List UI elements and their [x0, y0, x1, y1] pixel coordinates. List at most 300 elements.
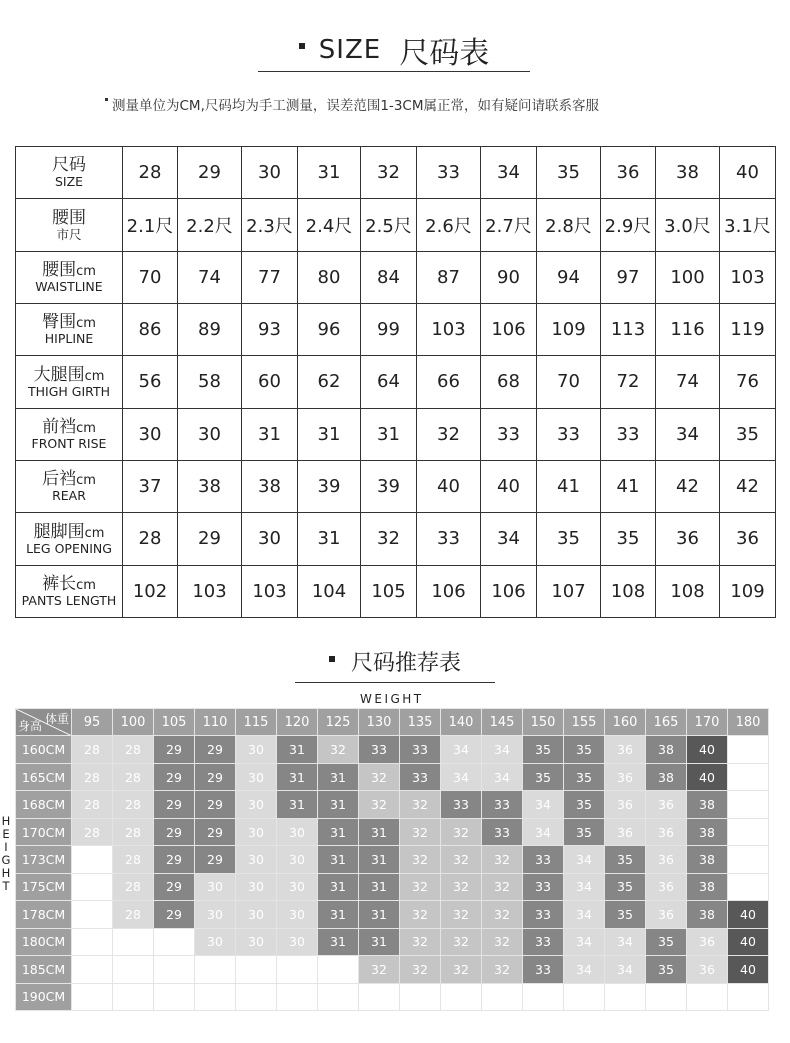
weight-header-cell: 155 — [564, 709, 605, 736]
size-value-cell: 99 — [361, 303, 417, 355]
recommend-table — [15, 708, 769, 1011]
weight-header-cell: 140 — [441, 709, 482, 736]
size-value-cell: 38 — [242, 460, 298, 512]
recommend-size-cell: 36 — [646, 791, 687, 818]
recommend-size-cell — [646, 983, 687, 1010]
recommend-size-cell: 31 — [359, 873, 400, 900]
size-value-cell: 106 — [481, 303, 537, 355]
recommend-size-cell: 28 — [113, 818, 154, 845]
recommend-size-cell: 29 — [154, 736, 195, 763]
recommend-size-cell: 32 — [400, 791, 441, 818]
recommend-size-cell: 34 — [482, 736, 523, 763]
recommend-size-cell — [113, 983, 154, 1010]
recommend-size-cell: 28 — [113, 763, 154, 790]
recommend-size-cell: 29 — [154, 791, 195, 818]
recommend-size-cell: 31 — [318, 901, 359, 928]
recommend-size-cell: 35 — [564, 736, 605, 763]
recommend-size-cell: 30 — [195, 928, 236, 955]
size-value-cell: 87 — [417, 251, 481, 303]
recommend-size-cell: 32 — [482, 928, 523, 955]
size-value-cell: 38 — [178, 460, 242, 512]
recommend-size-cell: 32 — [359, 956, 400, 983]
size-value-cell: 41 — [601, 460, 656, 512]
size-value-cell: 66 — [417, 356, 481, 408]
size-value-cell: 37 — [123, 460, 178, 512]
recommend-row — [16, 956, 769, 983]
weight-header-cell: 100 — [113, 709, 154, 736]
height-header-cell: 165CM — [16, 763, 72, 790]
size-label-cell — [16, 513, 123, 565]
recommend-size-cell: 28 — [72, 763, 113, 790]
size-value-cell: 31 — [242, 408, 298, 460]
label-en: FRONT RISE — [31, 436, 107, 452]
recommend-row — [16, 846, 769, 873]
height-letter: I — [4, 840, 8, 854]
size-value-cell: 90 — [481, 251, 537, 303]
size-value-cell: 106 — [481, 565, 537, 617]
size-value-cell: 33 — [537, 408, 601, 460]
label-unit: cm — [84, 525, 105, 541]
size-table-row — [16, 303, 776, 355]
recommend-size-cell: 30 — [236, 901, 277, 928]
weight-header-cell: 120 — [277, 709, 318, 736]
size-value-cell: 100 — [656, 251, 720, 303]
recommend-size-cell: 32 — [359, 763, 400, 790]
recommend-size-cell — [154, 956, 195, 983]
size-value-cell: 30 — [178, 408, 242, 460]
size-value-cell: 42 — [720, 460, 776, 512]
height-header-cell: 175CM — [16, 873, 72, 900]
recommend-size-cell: 32 — [441, 901, 482, 928]
recommend-size-cell: 30 — [277, 928, 318, 955]
size-value-cell: 113 — [601, 303, 656, 355]
recommend-size-cell — [728, 763, 769, 790]
size-label-cell — [16, 565, 123, 617]
measurement-note-text: 测量单位为CM,尺码均为手工测量，误差范围1-3CM属正常，如有疑问请联系客服 — [112, 98, 599, 114]
recommend-size-cell: 29 — [154, 763, 195, 790]
size-value-cell: 31 — [298, 147, 361, 199]
size-value-cell: 34 — [656, 408, 720, 460]
recommend-size-cell: 30 — [236, 873, 277, 900]
label-zh: 后裆 — [42, 469, 77, 490]
size-value-cell: 40 — [417, 460, 481, 512]
recommend-size-cell: 40 — [728, 901, 769, 928]
size-value-cell: 103 — [178, 565, 242, 617]
size-value-cell: 97 — [601, 251, 656, 303]
recommend-size-cell: 32 — [400, 846, 441, 873]
recommend-size-cell — [728, 818, 769, 845]
recommend-size-cell: 32 — [400, 956, 441, 983]
size-value-cell: 2.7尺 — [481, 199, 537, 251]
recommend-size-cell: 28 — [72, 791, 113, 818]
weight-axis-label: WEIGHT — [360, 692, 424, 706]
size-value-cell: 119 — [720, 303, 776, 355]
recommend-size-cell: 30 — [236, 791, 277, 818]
recommend-size-cell: 33 — [523, 956, 564, 983]
size-value-cell: 94 — [537, 251, 601, 303]
height-header-cell: 178CM — [16, 901, 72, 928]
size-value-cell: 68 — [481, 356, 537, 408]
size-label-cell — [16, 460, 123, 512]
recommend-size-cell: 34 — [605, 956, 646, 983]
size-table-row — [16, 356, 776, 408]
recommend-size-cell — [72, 956, 113, 983]
recommend-size-cell — [154, 983, 195, 1010]
recommend-size-cell: 32 — [318, 736, 359, 763]
recommend-size-cell: 29 — [195, 846, 236, 873]
size-value-cell: 35 — [537, 147, 601, 199]
corner-height-text: 身高 — [18, 719, 43, 734]
size-table-row — [16, 565, 776, 617]
recommend-size-cell: 30 — [277, 818, 318, 845]
size-value-cell: 77 — [242, 251, 298, 303]
recommend-size-cell: 38 — [687, 901, 728, 928]
size-value-cell: 34 — [481, 147, 537, 199]
label-unit: cm — [76, 473, 96, 489]
size-value-cell: 2.2尺 — [178, 199, 242, 251]
recommend-row — [16, 901, 769, 928]
size-label-cell — [16, 408, 123, 460]
weight-header-cell: 170 — [687, 709, 728, 736]
height-header-cell: 180CM — [16, 928, 72, 955]
size-header-row — [16, 147, 776, 199]
recommend-size-cell — [728, 736, 769, 763]
label-zh: 前裆 — [42, 417, 77, 438]
size-value-cell: 107 — [537, 565, 601, 617]
size-value-cell: 56 — [123, 356, 178, 408]
recommend-size-cell: 34 — [523, 818, 564, 845]
recommend-size-cell: 30 — [195, 873, 236, 900]
recommend-size-cell — [441, 983, 482, 1010]
size-value-cell: 31 — [361, 408, 417, 460]
recommend-size-cell — [113, 928, 154, 955]
recommend-size-cell — [154, 928, 195, 955]
recommend-size-cell: 32 — [482, 901, 523, 928]
size-value-cell: 102 — [123, 565, 178, 617]
size-value-cell: 42 — [656, 460, 720, 512]
size-value-cell: 2.5尺 — [361, 199, 417, 251]
size-value-cell: 32 — [361, 147, 417, 199]
recommend-size-cell: 30 — [195, 901, 236, 928]
size-value-cell: 93 — [242, 303, 298, 355]
corner-weight-text: 体重 — [44, 712, 69, 726]
size-table-row — [16, 408, 776, 460]
weight-header-cell: 95 — [72, 709, 113, 736]
recommend-size-cell: 32 — [400, 818, 441, 845]
recommend-size-cell: 36 — [646, 846, 687, 873]
size-value-cell: 30 — [123, 408, 178, 460]
weight-header-cell: 180 — [728, 709, 769, 736]
height-header-cell: 173CM — [16, 846, 72, 873]
size-value-cell: 70 — [123, 251, 178, 303]
recommend-size-cell: 35 — [523, 736, 564, 763]
recommend-size-cell: 35 — [646, 928, 687, 955]
recommend-size-cell: 32 — [441, 846, 482, 873]
recommend-size-cell: 28 — [72, 818, 113, 845]
recommend-size-cell: 32 — [441, 956, 482, 983]
height-letter: T — [2, 879, 10, 893]
size-value-cell: 28 — [123, 147, 178, 199]
recommend-size-cell — [72, 873, 113, 900]
height-letter: H — [1, 866, 11, 880]
size-value-cell: 33 — [601, 408, 656, 460]
recommend-size-cell: 28 — [72, 736, 113, 763]
recommend-size-cell — [236, 983, 277, 1010]
square-bullet-icon — [299, 43, 305, 49]
size-value-cell: 30 — [242, 513, 298, 565]
label-en: WAISTLINE — [35, 279, 103, 295]
label-unit: cm — [76, 316, 96, 332]
recommend-size-cell: 33 — [523, 846, 564, 873]
recommend-size-cell: 31 — [359, 818, 400, 845]
size-value-cell: 31 — [298, 513, 361, 565]
label-zh: 大腿围 — [33, 364, 85, 385]
recommend-header-row — [16, 709, 769, 736]
size-value-cell: 38 — [656, 147, 720, 199]
size-value-cell: 39 — [361, 460, 417, 512]
height-letter: H — [1, 814, 11, 828]
size-value-cell: 74 — [656, 356, 720, 408]
size-value-cell: 3.1尺 — [720, 199, 776, 251]
recommend-title-zh: 尺码推荐表 — [350, 651, 461, 676]
recommend-size-cell: 38 — [687, 846, 728, 873]
size-label-cell — [16, 303, 123, 355]
height-letter: G — [1, 853, 11, 867]
recommend-size-cell — [195, 956, 236, 983]
size-value-cell: 32 — [361, 513, 417, 565]
recommend-size-cell: 28 — [113, 901, 154, 928]
recommend-size-cell: 34 — [441, 763, 482, 790]
recommend-size-cell: 36 — [687, 956, 728, 983]
recommend-size-cell: 35 — [605, 873, 646, 900]
recommend-row — [16, 818, 769, 845]
recommend-size-cell: 29 — [154, 846, 195, 873]
label-zh: 腿脚围 — [33, 521, 85, 542]
recommend-size-cell: 34 — [605, 928, 646, 955]
size-value-cell: 39 — [298, 460, 361, 512]
size-value-cell: 105 — [361, 565, 417, 617]
size-value-cell: 89 — [178, 303, 242, 355]
recommend-size-cell: 36 — [605, 791, 646, 818]
recommend-size-cell: 28 — [113, 736, 154, 763]
recommend-size-cell: 32 — [400, 901, 441, 928]
label-en: PANTS LENGTH — [21, 593, 117, 609]
label-zh: 尺码 — [52, 155, 86, 176]
recommend-size-cell — [72, 983, 113, 1010]
recommend-row — [16, 928, 769, 955]
size-chart-title — [258, 28, 530, 72]
size-value-cell: 31 — [298, 408, 361, 460]
recommend-size-cell: 34 — [564, 846, 605, 873]
size-value-cell: 62 — [298, 356, 361, 408]
size-value-cell: 103 — [720, 251, 776, 303]
square-bullet-icon — [329, 656, 335, 662]
size-table-row — [16, 513, 776, 565]
recommend-row — [16, 736, 769, 763]
small-bullet-icon — [105, 98, 108, 101]
size-title-zh: 尺码表 — [399, 36, 490, 71]
recommend-size-cell: 34 — [523, 791, 564, 818]
recommend-size-cell — [72, 901, 113, 928]
recommend-size-cell: 36 — [605, 818, 646, 845]
recommend-size-cell: 34 — [564, 928, 605, 955]
recommend-size-cell: 36 — [646, 901, 687, 928]
weight-header-cell: 115 — [236, 709, 277, 736]
label-zh: 臀围 — [42, 312, 77, 333]
recommend-row — [16, 873, 769, 900]
recommend-size-cell — [523, 983, 564, 1010]
recommend-size-cell: 34 — [482, 763, 523, 790]
recommend-size-cell: 29 — [195, 763, 236, 790]
recommend-size-cell: 33 — [482, 791, 523, 818]
recommend-size-cell: 33 — [359, 736, 400, 763]
recommend-size-cell — [318, 983, 359, 1010]
recommend-size-cell: 28 — [113, 846, 154, 873]
recommend-size-cell: 34 — [441, 736, 482, 763]
height-header-cell: 160CM — [16, 736, 72, 763]
recommend-size-cell: 33 — [441, 791, 482, 818]
size-value-cell: 40 — [720, 147, 776, 199]
size-value-cell: 72 — [601, 356, 656, 408]
size-value-cell: 3.0尺 — [656, 199, 720, 251]
size-value-cell: 36 — [656, 513, 720, 565]
size-value-cell: 32 — [417, 408, 481, 460]
recommend-size-cell — [728, 791, 769, 818]
weight-header-cell: 130 — [359, 709, 400, 736]
recommend-size-cell — [277, 956, 318, 983]
recommend-size-cell: 40 — [687, 736, 728, 763]
recommend-size-cell: 29 — [154, 873, 195, 900]
size-value-cell: 35 — [720, 408, 776, 460]
recommend-size-cell: 28 — [113, 791, 154, 818]
recommend-size-cell: 33 — [523, 873, 564, 900]
recommend-size-cell: 31 — [318, 818, 359, 845]
recommend-size-cell — [113, 956, 154, 983]
size-value-cell: 2.6尺 — [417, 199, 481, 251]
recommend-size-cell: 31 — [277, 763, 318, 790]
recommend-size-cell: 30 — [236, 818, 277, 845]
recommend-size-cell: 31 — [277, 791, 318, 818]
recommend-size-cell: 31 — [359, 901, 400, 928]
size-label-cell — [16, 251, 123, 303]
recommend-size-cell: 36 — [687, 928, 728, 955]
recommend-size-cell — [359, 983, 400, 1010]
size-table — [15, 146, 776, 618]
size-value-cell: 33 — [417, 513, 481, 565]
recommend-size-cell: 38 — [646, 763, 687, 790]
recommend-size-cell: 34 — [564, 901, 605, 928]
recommend-size-cell: 35 — [523, 763, 564, 790]
size-value-cell: 29 — [178, 147, 242, 199]
label-en: 市尺 — [56, 226, 82, 242]
size-value-cell: 86 — [123, 303, 178, 355]
recommend-size-cell: 40 — [728, 956, 769, 983]
recommend-size-cell: 29 — [195, 818, 236, 845]
recommend-chart-title — [295, 646, 495, 683]
recommend-size-cell: 30 — [236, 763, 277, 790]
height-header-cell: 168CM — [16, 791, 72, 818]
recommend-table-body — [16, 709, 769, 1011]
recommend-size-cell: 30 — [277, 873, 318, 900]
recommend-size-cell: 29 — [154, 901, 195, 928]
recommend-size-cell: 33 — [400, 736, 441, 763]
label-en: HIPLINE — [44, 331, 94, 347]
size-table-row — [16, 251, 776, 303]
recommend-size-cell: 32 — [441, 928, 482, 955]
label-unit: cm — [76, 578, 96, 594]
recommend-size-cell — [482, 983, 523, 1010]
recommend-size-cell: 30 — [236, 846, 277, 873]
size-value-cell: 80 — [298, 251, 361, 303]
recommend-size-cell: 31 — [318, 873, 359, 900]
recommend-size-cell: 38 — [646, 736, 687, 763]
recommend-size-cell: 32 — [482, 956, 523, 983]
weight-header-cell: 105 — [154, 709, 195, 736]
size-value-cell: 36 — [601, 147, 656, 199]
height-letter: E — [2, 827, 10, 841]
recommend-size-cell — [728, 983, 769, 1010]
recommend-size-cell: 32 — [400, 928, 441, 955]
recommend-size-cell: 30 — [277, 901, 318, 928]
weight-header-cell: 165 — [646, 709, 687, 736]
size-value-cell: 96 — [298, 303, 361, 355]
size-value-cell: 108 — [656, 565, 720, 617]
size-value-cell: 33 — [481, 408, 537, 460]
size-value-cell: 109 — [537, 303, 601, 355]
size-table-row — [16, 199, 776, 251]
recommend-size-cell — [72, 846, 113, 873]
size-value-cell: 70 — [537, 356, 601, 408]
label-en: LEG OPENING — [26, 540, 112, 556]
size-value-cell: 103 — [242, 565, 298, 617]
recommend-size-cell: 30 — [236, 736, 277, 763]
recommend-size-cell: 35 — [646, 956, 687, 983]
recommend-size-cell: 36 — [605, 736, 646, 763]
recommend-size-cell: 31 — [318, 791, 359, 818]
size-label-cell — [16, 199, 123, 251]
recommend-size-cell: 32 — [400, 873, 441, 900]
recommend-size-cell: 40 — [728, 928, 769, 955]
recommend-size-cell — [318, 956, 359, 983]
label-unit: cm — [84, 368, 105, 384]
label-unit: cm — [76, 421, 96, 437]
recommend-size-cell — [236, 956, 277, 983]
recommend-size-cell: 32 — [482, 873, 523, 900]
recommend-size-cell: 38 — [687, 818, 728, 845]
size-table-body — [16, 147, 776, 618]
recommend-size-cell: 36 — [605, 763, 646, 790]
size-table-row — [16, 460, 776, 512]
recommend-size-cell: 40 — [687, 763, 728, 790]
size-title-en: SIZE — [318, 35, 382, 65]
size-value-cell: 2.1尺 — [123, 199, 178, 251]
label-zh: 腰围 — [52, 207, 86, 228]
size-value-cell: 2.9尺 — [601, 199, 656, 251]
recommend-size-cell: 35 — [564, 818, 605, 845]
recommend-size-cell: 33 — [482, 818, 523, 845]
weight-header-cell: 135 — [400, 709, 441, 736]
recommend-size-cell: 29 — [195, 791, 236, 818]
weight-header-cell: 110 — [195, 709, 236, 736]
recommend-size-cell — [728, 873, 769, 900]
recommend-size-cell: 38 — [687, 873, 728, 900]
recommend-size-cell — [605, 983, 646, 1010]
recommend-size-cell: 31 — [277, 736, 318, 763]
recommend-size-cell: 35 — [564, 791, 605, 818]
recommend-size-cell: 34 — [564, 873, 605, 900]
measurement-note — [105, 94, 599, 114]
size-value-cell: 33 — [417, 147, 481, 199]
